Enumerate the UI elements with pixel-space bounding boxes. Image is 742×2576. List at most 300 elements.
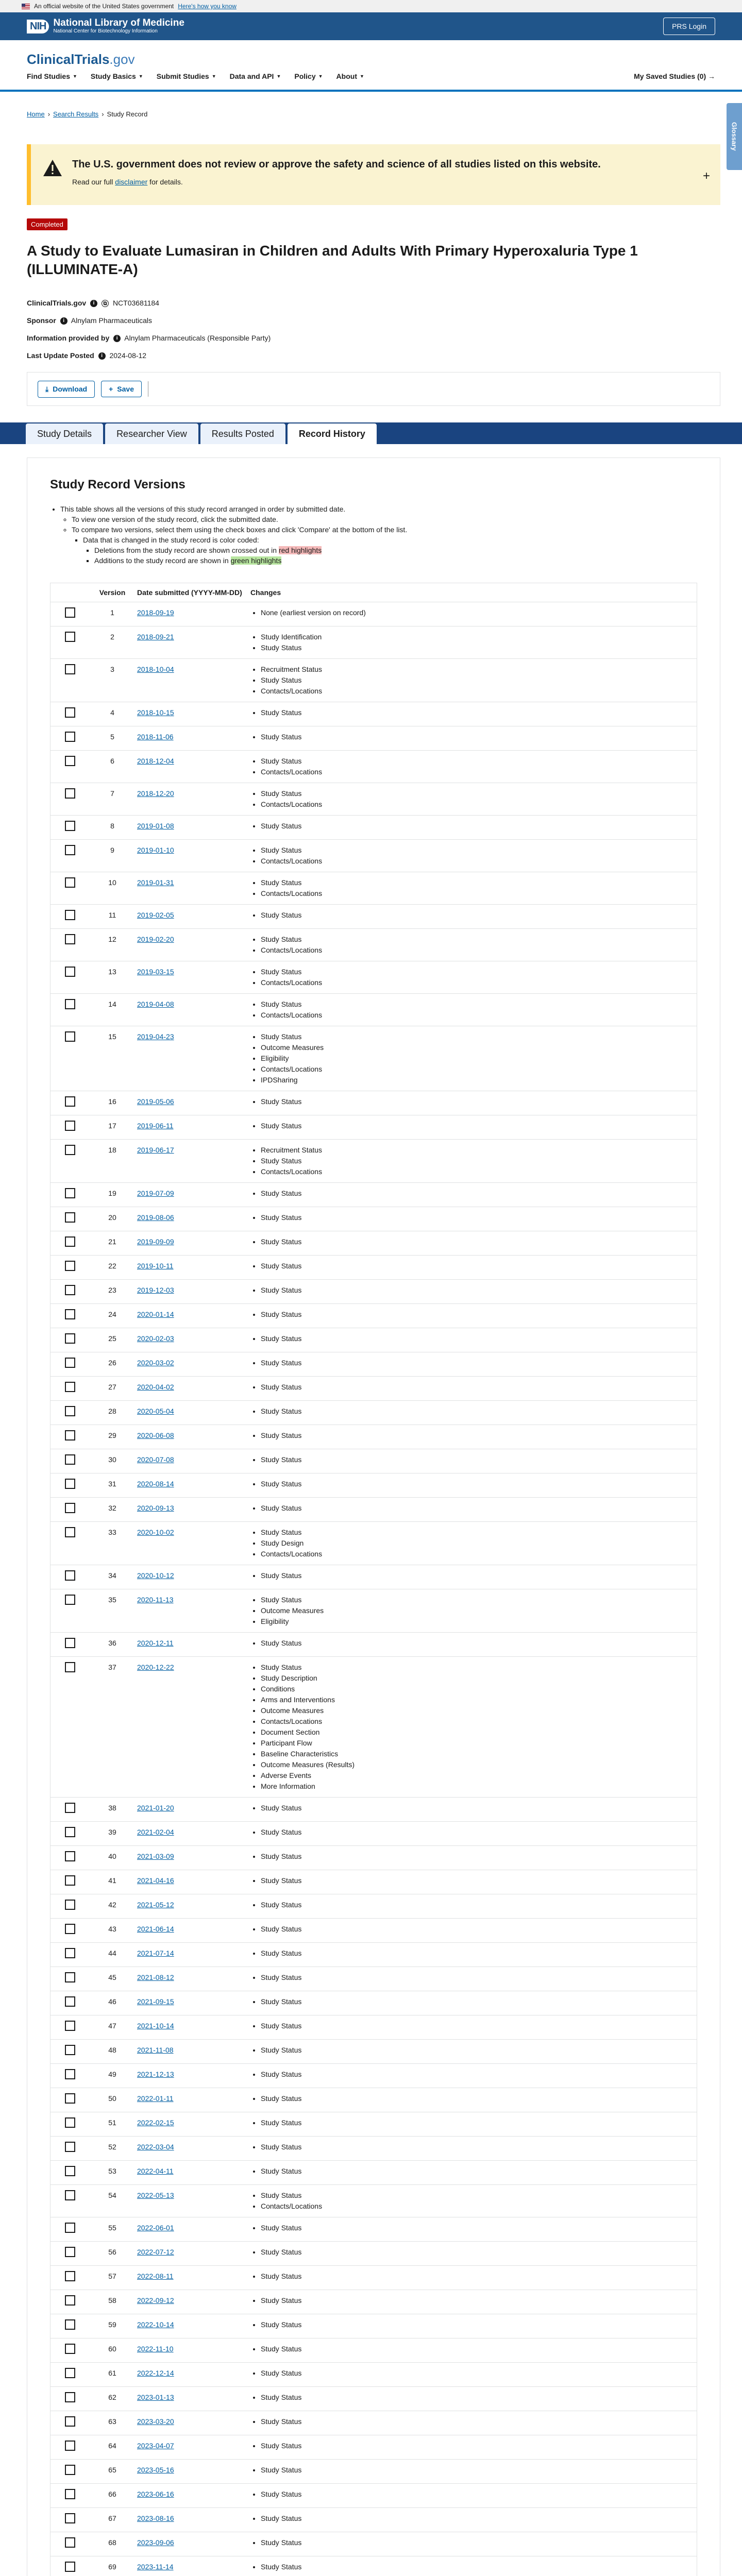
changes-list [261,934,693,956]
version-checkbox[interactable] [65,1261,75,1271]
nlm-sub: National Center for Biotechnology Information [53,28,158,34]
table-row [50,1140,697,1183]
version-date-link[interactable]: 2020-08-14 [137,1480,174,1488]
changes-list [261,821,693,832]
version-date-link[interactable]: 2019-01-31 [137,878,174,887]
version-checkbox[interactable] [65,1900,75,1910]
changes-list [261,999,693,1021]
version-checkbox[interactable] [65,2247,75,2257]
version-date-link[interactable]: 2021-08-12 [137,1973,174,1981]
version-checkbox[interactable] [65,2045,75,2055]
version-number: 45 [92,1967,133,1991]
version-date-link[interactable]: 2022-10-14 [137,2320,174,2329]
changes-list [261,664,693,697]
table-row [50,1846,697,1870]
changes-list [261,2465,693,2476]
version-checkbox[interactable] [65,1358,75,1368]
version-checkbox[interactable] [65,664,75,674]
version-date-link[interactable]: 2019-01-10 [137,846,174,854]
version-date-link[interactable]: 2020-02-03 [137,1334,174,1343]
version-checkbox[interactable] [65,845,75,855]
expand-plus-icon[interactable]: + [702,169,710,183]
save-button[interactable]: + Save [101,381,142,397]
changes-list [261,756,693,777]
changes-list [261,2045,693,2056]
version-date-link[interactable]: 2019-08-06 [137,1213,174,1222]
version-checkbox[interactable] [65,2117,75,2128]
version-date-link[interactable]: 2019-04-23 [137,1032,174,1041]
tab-results-posted[interactable]: Results Posted [200,423,285,444]
version-checkbox[interactable] [65,1851,75,1861]
change-item: • Study Status [261,2142,693,2153]
version-checkbox[interactable] [65,934,75,944]
version-date-link[interactable]: 2019-02-20 [137,935,174,943]
version-date-link[interactable]: 2023-09-06 [137,2538,174,2547]
version-date-link[interactable]: 2020-12-11 [137,1639,174,1647]
version-checkbox[interactable] [65,632,75,642]
version-date-link[interactable]: 2020-12-22 [137,1663,174,1671]
change-item: • Study Design [261,1538,693,1549]
change-item: • Recruitment Status [261,664,693,675]
table-row [50,1657,697,1798]
version-date-link[interactable]: 2020-03-02 [137,1359,174,1367]
version-checkbox[interactable] [65,2465,75,2475]
version-checkbox[interactable] [65,2069,75,2079]
version-checkbox[interactable] [65,607,75,618]
col-date: Date submitted (YYYY-MM-DD) [133,583,246,602]
study-actions [27,372,720,406]
version-checkbox[interactable] [65,732,75,742]
version-date-link[interactable]: 2018-11-06 [137,733,174,741]
info-icon[interactable]: i [90,300,97,307]
version-number: 43 [92,1919,133,1943]
version-number: 23 [92,1280,133,1304]
version-number: 36 [92,1633,133,1657]
version-checkbox[interactable] [65,788,75,799]
version-checkbox[interactable] [65,1236,75,1247]
version-checkbox[interactable] [65,1430,75,1440]
change-item: • Study Status [261,1212,693,1223]
nav-find-studies[interactable]: Find Studies ▼ [27,72,77,80]
change-item: • Study Status [261,2489,693,2500]
change-item: • Study Status [261,1031,693,1042]
chevron-down-icon: ▼ [318,74,323,79]
table-row [50,1589,697,1633]
version-date-link[interactable]: 2023-05-16 [137,2466,174,2474]
change-item: • Outcome Measures (Results) [261,1759,693,1770]
version-checkbox[interactable] [65,1333,75,1344]
change-item: • Contacts/Locations [261,1549,693,1560]
change-item: • Contacts/Locations [261,686,693,697]
version-number: 34 [92,1565,133,1589]
version-checkbox[interactable] [65,1212,75,1223]
version-date-link[interactable]: 2022-04-11 [137,2167,174,2175]
version-number: 17 [92,1115,133,1140]
table-row [50,783,697,816]
version-number: 49 [92,2064,133,2088]
changes-list [261,607,693,618]
version-date-link[interactable]: 2020-10-12 [137,1571,174,1580]
version-checkbox[interactable] [65,999,75,1009]
version-checkbox[interactable] [65,2537,75,2548]
study-id-row: ClinicalTrials.gov i ⧉ NCT03681184 [27,299,159,307]
version-checkbox[interactable] [65,1096,75,1107]
version-checkbox[interactable] [65,2295,75,2306]
version-number: 61 [92,2363,133,2387]
version-checkbox[interactable] [65,2562,75,2572]
version-date-link[interactable]: 2021-06-14 [137,1925,174,1933]
changes-list [261,1527,693,1560]
study-title: A Study to Evaluate Lumasiran in Children and Adults With Primary Hyperoxaluria Type 1 (ILLUMINATE-A) [27,243,638,277]
change-item: • Study Status [261,2344,693,2354]
changes-list [261,910,693,921]
version-date-link[interactable]: 2023-11-14 [137,2563,174,2571]
version-checkbox[interactable] [65,1638,75,1648]
version-date-link[interactable]: 2020-04-02 [137,1383,174,1391]
change-item: • Eligibility [261,1053,693,1064]
nav-study-basics[interactable]: Study Basics ▼ [90,72,143,80]
table-row [50,905,697,929]
download-icon: ⤓ [45,384,49,393]
version-number: 50 [92,2088,133,2112]
change-item: • Study Status [261,2045,693,2056]
change-item: • Study Status [261,1803,693,1814]
disclaimer-link[interactable]: disclaimer [115,178,148,186]
table-row [50,1328,697,1352]
tab-researcher-view[interactable]: Researcher View [105,423,198,444]
change-item: • More Information [261,1781,693,1792]
version-date-link[interactable]: 2021-02-04 [137,1828,174,1836]
version-date-link[interactable]: 2023-03-20 [137,2417,174,2426]
version-date-link[interactable]: 2021-05-12 [137,1901,174,1909]
table-row [50,702,697,726]
nav-data-api[interactable]: Data and API ▼ [229,72,281,80]
version-date-link[interactable]: 2018-12-04 [137,757,174,765]
version-checkbox[interactable] [65,2021,75,2031]
version-checkbox[interactable] [65,1527,75,1537]
version-number: 21 [92,1231,133,1256]
warning-icon [42,159,63,177]
changes-list [261,1406,693,1417]
version-checkbox[interactable] [65,1996,75,2007]
version-checkbox[interactable] [65,2392,75,2402]
change-item: • Contacts/Locations [261,799,693,810]
version-checkbox[interactable] [65,1875,75,1886]
version-number: 25 [92,1328,133,1352]
version-date-link[interactable]: 2019-06-17 [137,1146,174,1154]
version-date-link[interactable]: 2022-05-13 [137,2191,174,2199]
version-checkbox[interactable] [65,1948,75,1958]
version-number: 16 [92,1091,133,1115]
table-row [50,2411,697,2435]
version-checkbox[interactable] [65,2093,75,2104]
version-checkbox[interactable] [65,1285,75,1295]
change-item: • Study Status [261,2190,693,2201]
version-date-link[interactable]: 2021-04-16 [137,1876,174,1885]
changes-list [261,2392,693,2403]
version-date-link[interactable]: 2020-07-08 [137,1455,174,1464]
change-item: • Study Status [261,2513,693,2524]
version-checkbox[interactable] [65,2344,75,2354]
changes-list [261,2247,693,2258]
version-date-link[interactable]: 2020-06-08 [137,1431,174,1439]
nav-submit-studies[interactable]: Submit Studies ▼ [156,72,216,80]
changes-list [261,1031,693,1086]
version-number: 3 [92,659,133,702]
version-date-link[interactable]: 2023-01-13 [137,2393,174,2401]
version-date-link[interactable]: 2022-11-10 [137,2345,174,2353]
version-date-link[interactable]: 2020-01-14 [137,1310,174,1318]
version-date-link[interactable]: 2018-12-20 [137,789,174,798]
table-row [50,2363,697,2387]
table-row [50,1207,697,1231]
version-checkbox[interactable] [65,877,75,888]
change-item: • Study Status [261,2069,693,2080]
version-checkbox[interactable] [65,1309,75,1319]
version-checkbox[interactable] [65,1662,75,1672]
table-row [50,2314,697,2338]
change-item: • Study Status [261,1156,693,1166]
version-number: 13 [92,961,133,994]
version-checkbox[interactable] [65,2142,75,2152]
table-row [50,1943,697,1967]
chevron-down-icon: ▼ [211,74,216,79]
version-checkbox[interactable] [65,1827,75,1837]
change-item: • Document Section [261,1727,693,1738]
breadcrumb-sep-icon: › [47,110,50,118]
version-checkbox[interactable] [65,1031,75,1042]
change-item: • Adverse Events [261,1770,693,1781]
clinicaltrials-logo[interactable] [27,52,135,67]
info-icon[interactable]: i [60,317,68,325]
changes-list [261,1121,693,1131]
version-date-link[interactable]: 2021-07-14 [137,1949,174,1957]
version-date-link[interactable]: 2022-08-11 [137,2272,174,2280]
change-item: • Contacts/Locations [261,2201,693,2212]
version-checkbox[interactable] [65,1454,75,1465]
version-date-link[interactable]: 2019-04-08 [137,1000,174,1008]
version-checkbox[interactable] [65,2441,75,2451]
version-date-link[interactable]: 2022-02-15 [137,2119,174,2127]
changes-list [261,2489,693,2500]
changes-list [261,2069,693,2080]
version-number: 57 [92,2266,133,2290]
version-date-link[interactable]: 2019-10-11 [137,1262,174,1270]
version-checkbox[interactable] [65,1121,75,1131]
version-date-link[interactable]: 2018-10-15 [137,708,174,717]
change-item: • Study Status [261,1236,693,1247]
version-number: 26 [92,1352,133,1377]
change-item: • Contacts/Locations [261,1716,693,1727]
version-checkbox[interactable] [65,967,75,977]
version-date-link[interactable]: 2019-02-05 [137,911,174,919]
version-checkbox[interactable] [65,1503,75,1513]
changes-list [261,967,693,988]
version-date-link[interactable]: 2020-09-13 [137,1504,174,1512]
col-version: Version [92,583,133,602]
version-number: 58 [92,2290,133,2314]
version-date-link[interactable]: 2019-07-09 [137,1189,174,1197]
version-number: 59 [92,2314,133,2338]
download-button[interactable]: ⤓ Download [38,381,95,398]
record-title: Study Record Versions [50,478,185,492]
col-select [50,583,92,602]
version-checkbox[interactable] [65,2416,75,2427]
table-row [50,2064,697,2088]
glossary-tab[interactable] [727,103,742,170]
change-item: • Study Status [261,2562,693,2572]
version-checkbox[interactable] [65,1145,75,1155]
version-number: 35 [92,1589,133,1633]
changes-list [261,1803,693,1814]
changes-list [261,1924,693,1935]
version-checkbox[interactable] [65,1382,75,1392]
version-number: 31 [92,1473,133,1498]
version-date-link[interactable]: 2021-09-15 [137,1997,174,2006]
table-row [50,1967,697,1991]
version-checkbox[interactable] [65,756,75,766]
changes-list [261,1309,693,1320]
info-icon[interactable]: i [98,352,106,360]
version-date-link[interactable]: 2021-10-14 [137,2022,174,2030]
change-item: • Study Status [261,1570,693,1581]
version-date-link[interactable]: 2018-10-04 [137,665,174,673]
version-number: 20 [92,1207,133,1231]
version-checkbox[interactable] [65,2166,75,2176]
version-checkbox[interactable] [65,2190,75,2200]
changes-list [261,1900,693,1910]
change-item: • Study Status [261,1503,693,1514]
version-checkbox[interactable] [65,1479,75,1489]
version-checkbox[interactable] [65,910,75,920]
changes-list [261,1851,693,1862]
version-number: 1 [92,602,133,626]
breadcrumb-home[interactable]: Home [27,110,45,118]
version-checkbox[interactable] [65,1924,75,1934]
version-checkbox[interactable] [65,707,75,718]
nlm-header [0,12,742,40]
record-notes [60,504,697,565]
version-date-link[interactable]: 2020-10-02 [137,1528,174,1536]
version-date-link[interactable]: 2023-06-16 [137,2490,174,2498]
version-number: 28 [92,1401,133,1425]
version-date-link[interactable]: 2021-11-08 [137,2046,174,2054]
version-date-link[interactable]: 2022-06-01 [137,2224,174,2232]
table-row [50,1822,697,1846]
version-number: 37 [92,1657,133,1798]
copy-icon[interactable]: ⧉ [102,300,109,307]
version-date-link[interactable]: 2019-09-09 [137,1238,174,1246]
table-row [50,1425,697,1449]
changes-list [261,2416,693,2427]
tab-record-history[interactable]: Record History [288,423,377,444]
version-date-link[interactable]: 2022-01-11 [137,2094,174,2103]
version-date-link[interactable]: 2021-01-20 [137,1804,174,1812]
change-item: • Study Status [261,642,693,653]
changes-list [261,2117,693,2128]
version-date-link[interactable]: 2019-01-08 [137,822,174,830]
version-checkbox[interactable] [65,2513,75,2523]
version-date-link[interactable]: 2022-12-14 [137,2369,174,2377]
version-number: 32 [92,1498,133,1522]
my-saved-studies-link[interactable]: My Saved Studies (0) → [634,72,715,80]
version-checkbox[interactable] [65,2223,75,2233]
version-checkbox[interactable] [65,2271,75,2281]
note: • This table shows all the versions of this study record arranged in order by submitted date. [60,504,697,514]
prs-login-button[interactable]: PRS Login [663,18,715,35]
version-checkbox[interactable] [65,1972,75,1982]
change-item: • Study Status [261,1479,693,1489]
change-item: • Study Status [261,2319,693,2330]
version-number: 11 [92,905,133,929]
version-checkbox[interactable] [65,2368,75,2378]
version-checkbox[interactable] [65,2319,75,2330]
table-row [50,2266,697,2290]
change-item: • Study Status [261,821,693,832]
version-date-link[interactable]: 2022-09-12 [137,2296,174,2304]
version-date-link[interactable]: 2021-03-09 [137,1852,174,1860]
version-date-link[interactable]: 2019-05-06 [137,1097,174,1106]
version-checkbox[interactable] [65,1188,75,1198]
changes-list [261,1285,693,1296]
version-checkbox[interactable] [65,2489,75,2499]
change-item: • Study Status [261,675,693,686]
table-row [50,2435,697,2460]
version-number: 38 [92,1798,133,1822]
info-icon[interactable]: i [113,335,121,342]
table-row [50,2112,697,2137]
version-checkbox[interactable] [65,1570,75,1581]
version-date-link[interactable]: 2023-08-16 [137,2514,174,2522]
table-row [50,2532,697,2556]
change-item: • Study Status [261,1875,693,1886]
version-date-link[interactable]: 2018-09-19 [137,608,174,617]
version-date-link[interactable]: 2019-03-15 [137,968,174,976]
info-provided-row: Information provided by i Alnylam Pharmaceuticals (Responsible Party) [27,334,271,342]
change-item: • Recruitment Status [261,1145,693,1156]
version-checkbox[interactable] [65,821,75,831]
version-date-link[interactable]: 2023-04-07 [137,2442,174,2450]
version-date-link[interactable]: 2020-11-13 [137,1596,174,1604]
tab-study-details[interactable]: Study Details [26,423,103,444]
version-checkbox[interactable] [65,1803,75,1813]
version-date-link[interactable]: 2022-03-04 [137,2143,174,2151]
breadcrumb-search-results[interactable]: Search Results [53,110,99,118]
version-number: 4 [92,702,133,726]
nlm-logo[interactable] [27,18,184,35]
version-checkbox[interactable] [65,1406,75,1416]
table-row [50,726,697,751]
chevron-down-icon: ▼ [359,74,364,79]
version-date-link[interactable]: 2019-06-11 [137,1122,174,1130]
heres-how-link[interactable]: Here's how you know [178,3,237,10]
table-row [50,1798,697,1822]
version-number: 9 [92,840,133,872]
nav-policy[interactable]: Policy ▼ [294,72,323,80]
version-date-link[interactable]: 2018-09-21 [137,633,174,641]
nav-about[interactable]: About ▼ [336,72,364,80]
version-date-link[interactable]: 2022-07-12 [137,2248,174,2256]
change-item: • Study Status [261,910,693,921]
changes-list [261,1358,693,1368]
version-date-link[interactable]: 2020-05-04 [137,1407,174,1415]
version-checkbox[interactable] [65,1595,75,1605]
version-date-link[interactable]: 2019-12-03 [137,1286,174,1294]
version-number: 64 [92,2435,133,2460]
site-header [0,40,742,92]
version-date-link[interactable]: 2021-12-13 [137,2070,174,2078]
change-item: • Study Status [261,2392,693,2403]
